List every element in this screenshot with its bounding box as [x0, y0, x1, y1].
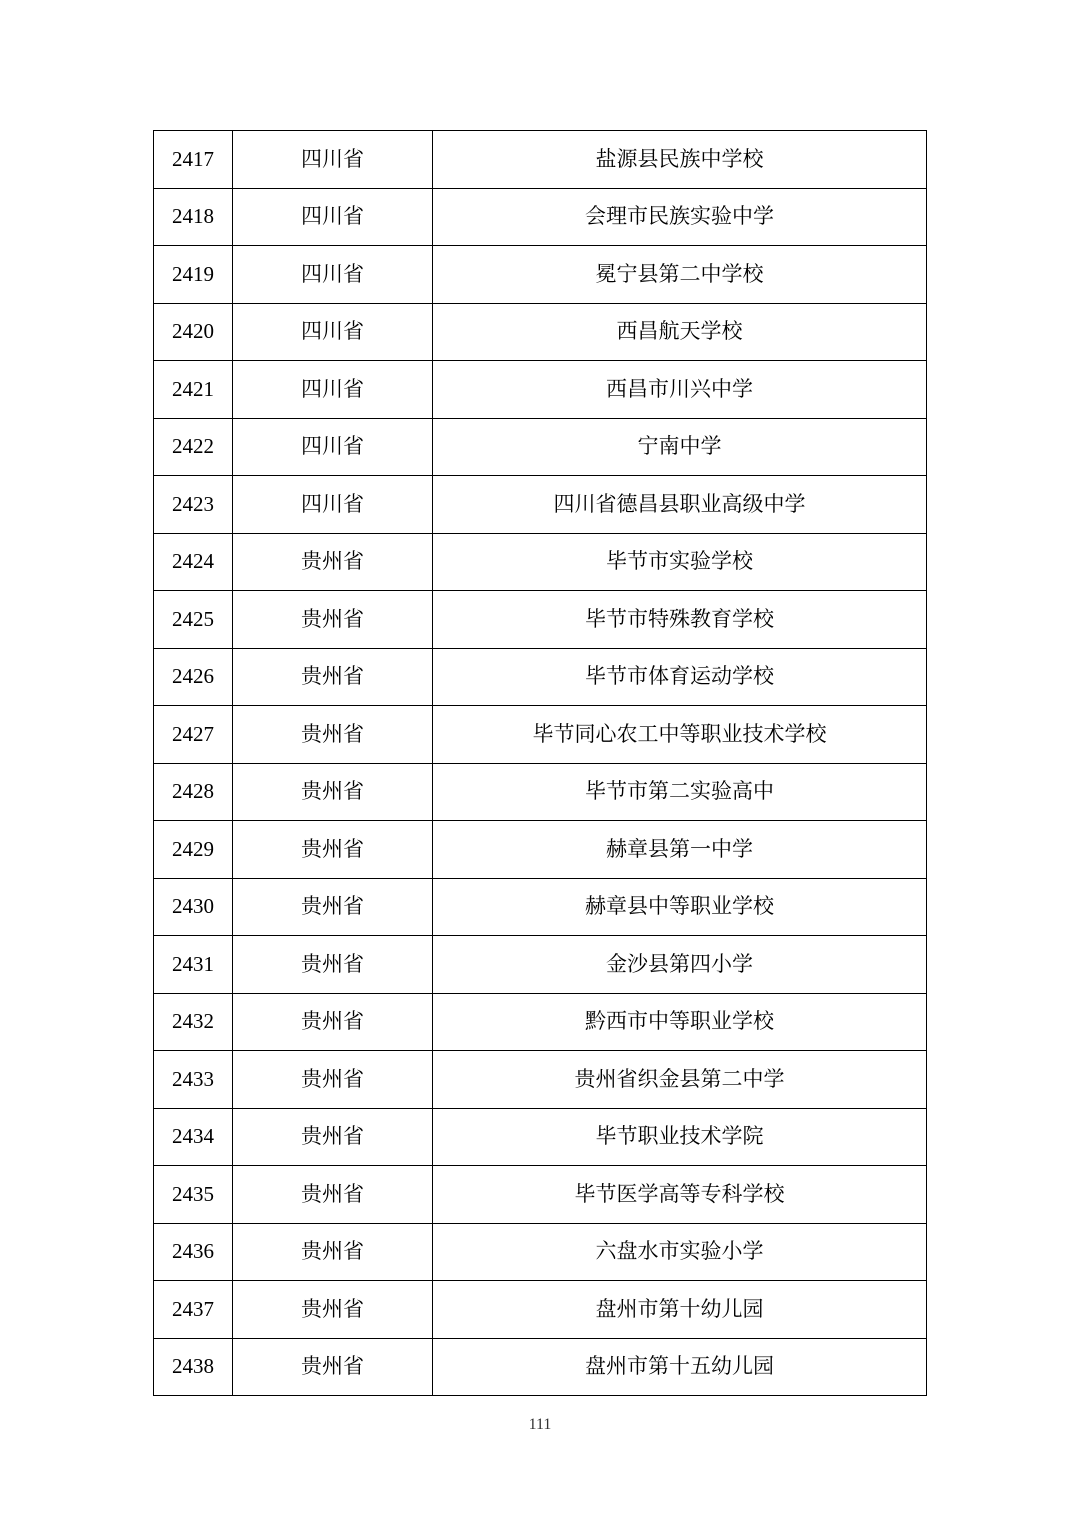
province-cell: 贵州省 — [233, 821, 433, 879]
province-cell: 贵州省 — [233, 591, 433, 649]
table-row — [154, 993, 927, 1051]
province-cell: 四川省 — [233, 131, 433, 189]
row-number-cell: 2434 — [154, 1108, 233, 1166]
row-number-cell: 2429 — [154, 821, 233, 879]
table-row — [154, 188, 927, 246]
school-name-cell: 盘州市第十五幼儿园 — [433, 1338, 927, 1396]
table-body — [154, 131, 927, 1396]
province-cell: 四川省 — [233, 418, 433, 476]
school-name-cell: 赫章县第一中学 — [433, 821, 927, 879]
table-row — [154, 878, 927, 936]
row-number-cell: 2425 — [154, 591, 233, 649]
row-number-cell: 2437 — [154, 1281, 233, 1339]
school-name-cell: 六盘水市实验小学 — [433, 1223, 927, 1281]
province-cell: 贵州省 — [233, 1223, 433, 1281]
school-name-cell: 四川省德昌县职业高级中学 — [433, 476, 927, 534]
row-number-cell: 2436 — [154, 1223, 233, 1281]
school-name-cell: 冕宁县第二中学校 — [433, 246, 927, 304]
row-number-cell: 2423 — [154, 476, 233, 534]
table-row — [154, 303, 927, 361]
school-name-cell: 毕节医学高等专科学校 — [433, 1166, 927, 1224]
school-name-cell: 金沙县第四小学 — [433, 936, 927, 994]
table-row — [154, 1281, 927, 1339]
row-number-cell: 2433 — [154, 1051, 233, 1109]
school-name-cell: 毕节市特殊教育学校 — [433, 591, 927, 649]
province-cell: 四川省 — [233, 303, 433, 361]
table-row — [154, 648, 927, 706]
table-row — [154, 533, 927, 591]
school-name-cell: 宁南中学 — [433, 418, 927, 476]
row-number-cell: 2431 — [154, 936, 233, 994]
province-cell: 贵州省 — [233, 1166, 433, 1224]
table-row — [154, 418, 927, 476]
table-row — [154, 1166, 927, 1224]
school-name-cell: 贵州省织金县第二中学 — [433, 1051, 927, 1109]
row-number-cell: 2438 — [154, 1338, 233, 1396]
table-row — [154, 361, 927, 419]
school-name-cell: 毕节市体育运动学校 — [433, 648, 927, 706]
table-row — [154, 246, 927, 304]
province-cell: 贵州省 — [233, 936, 433, 994]
school-name-cell: 毕节同心农工中等职业技术学校 — [433, 706, 927, 764]
table-row — [154, 1051, 927, 1109]
row-number-cell: 2418 — [154, 188, 233, 246]
province-cell: 贵州省 — [233, 1281, 433, 1339]
page-number: 111 — [528, 1416, 552, 1433]
row-number-cell: 2419 — [154, 246, 233, 304]
province-cell: 贵州省 — [233, 706, 433, 764]
table-row — [154, 1108, 927, 1166]
table-row — [154, 821, 927, 879]
row-number-cell: 2428 — [154, 763, 233, 821]
school-name-cell: 盐源县民族中学校 — [433, 131, 927, 189]
school-name-cell: 会理市民族实验中学 — [433, 188, 927, 246]
row-number-cell: 2420 — [154, 303, 233, 361]
province-cell: 四川省 — [233, 361, 433, 419]
row-number-cell: 2432 — [154, 993, 233, 1051]
row-number-cell: 2417 — [154, 131, 233, 189]
table-row — [154, 1338, 927, 1396]
school-name-cell: 黔西市中等职业学校 — [433, 993, 927, 1051]
school-name-cell: 毕节市第二实验高中 — [433, 763, 927, 821]
province-cell: 四川省 — [233, 246, 433, 304]
school-name-cell: 赫章县中等职业学校 — [433, 878, 927, 936]
province-cell: 贵州省 — [233, 878, 433, 936]
province-cell: 贵州省 — [233, 648, 433, 706]
table-row — [154, 476, 927, 534]
school-name-cell: 毕节职业技术学院 — [433, 1108, 927, 1166]
province-cell: 贵州省 — [233, 1108, 433, 1166]
school-name-cell: 西昌航天学校 — [433, 303, 927, 361]
province-cell: 贵州省 — [233, 1051, 433, 1109]
row-number-cell: 2435 — [154, 1166, 233, 1224]
row-number-cell: 2427 — [154, 706, 233, 764]
school-name-cell: 西昌市川兴中学 — [433, 361, 927, 419]
table-row — [154, 763, 927, 821]
table-row — [154, 131, 927, 189]
province-cell: 四川省 — [233, 188, 433, 246]
table-row — [154, 706, 927, 764]
row-number-cell: 2421 — [154, 361, 233, 419]
table-row — [154, 1223, 927, 1281]
row-number-cell: 2424 — [154, 533, 233, 591]
school-name-cell: 毕节市实验学校 — [433, 533, 927, 591]
province-cell: 贵州省 — [233, 763, 433, 821]
school-name-cell: 盘州市第十幼儿园 — [433, 1281, 927, 1339]
province-cell: 四川省 — [233, 476, 433, 534]
table-row — [154, 936, 927, 994]
table-row — [154, 591, 927, 649]
province-cell: 贵州省 — [233, 533, 433, 591]
row-number-cell: 2422 — [154, 418, 233, 476]
row-number-cell: 2426 — [154, 648, 233, 706]
province-cell: 贵州省 — [233, 1338, 433, 1396]
province-cell: 贵州省 — [233, 993, 433, 1051]
school-list-table — [153, 130, 927, 1396]
row-number-cell: 2430 — [154, 878, 233, 936]
